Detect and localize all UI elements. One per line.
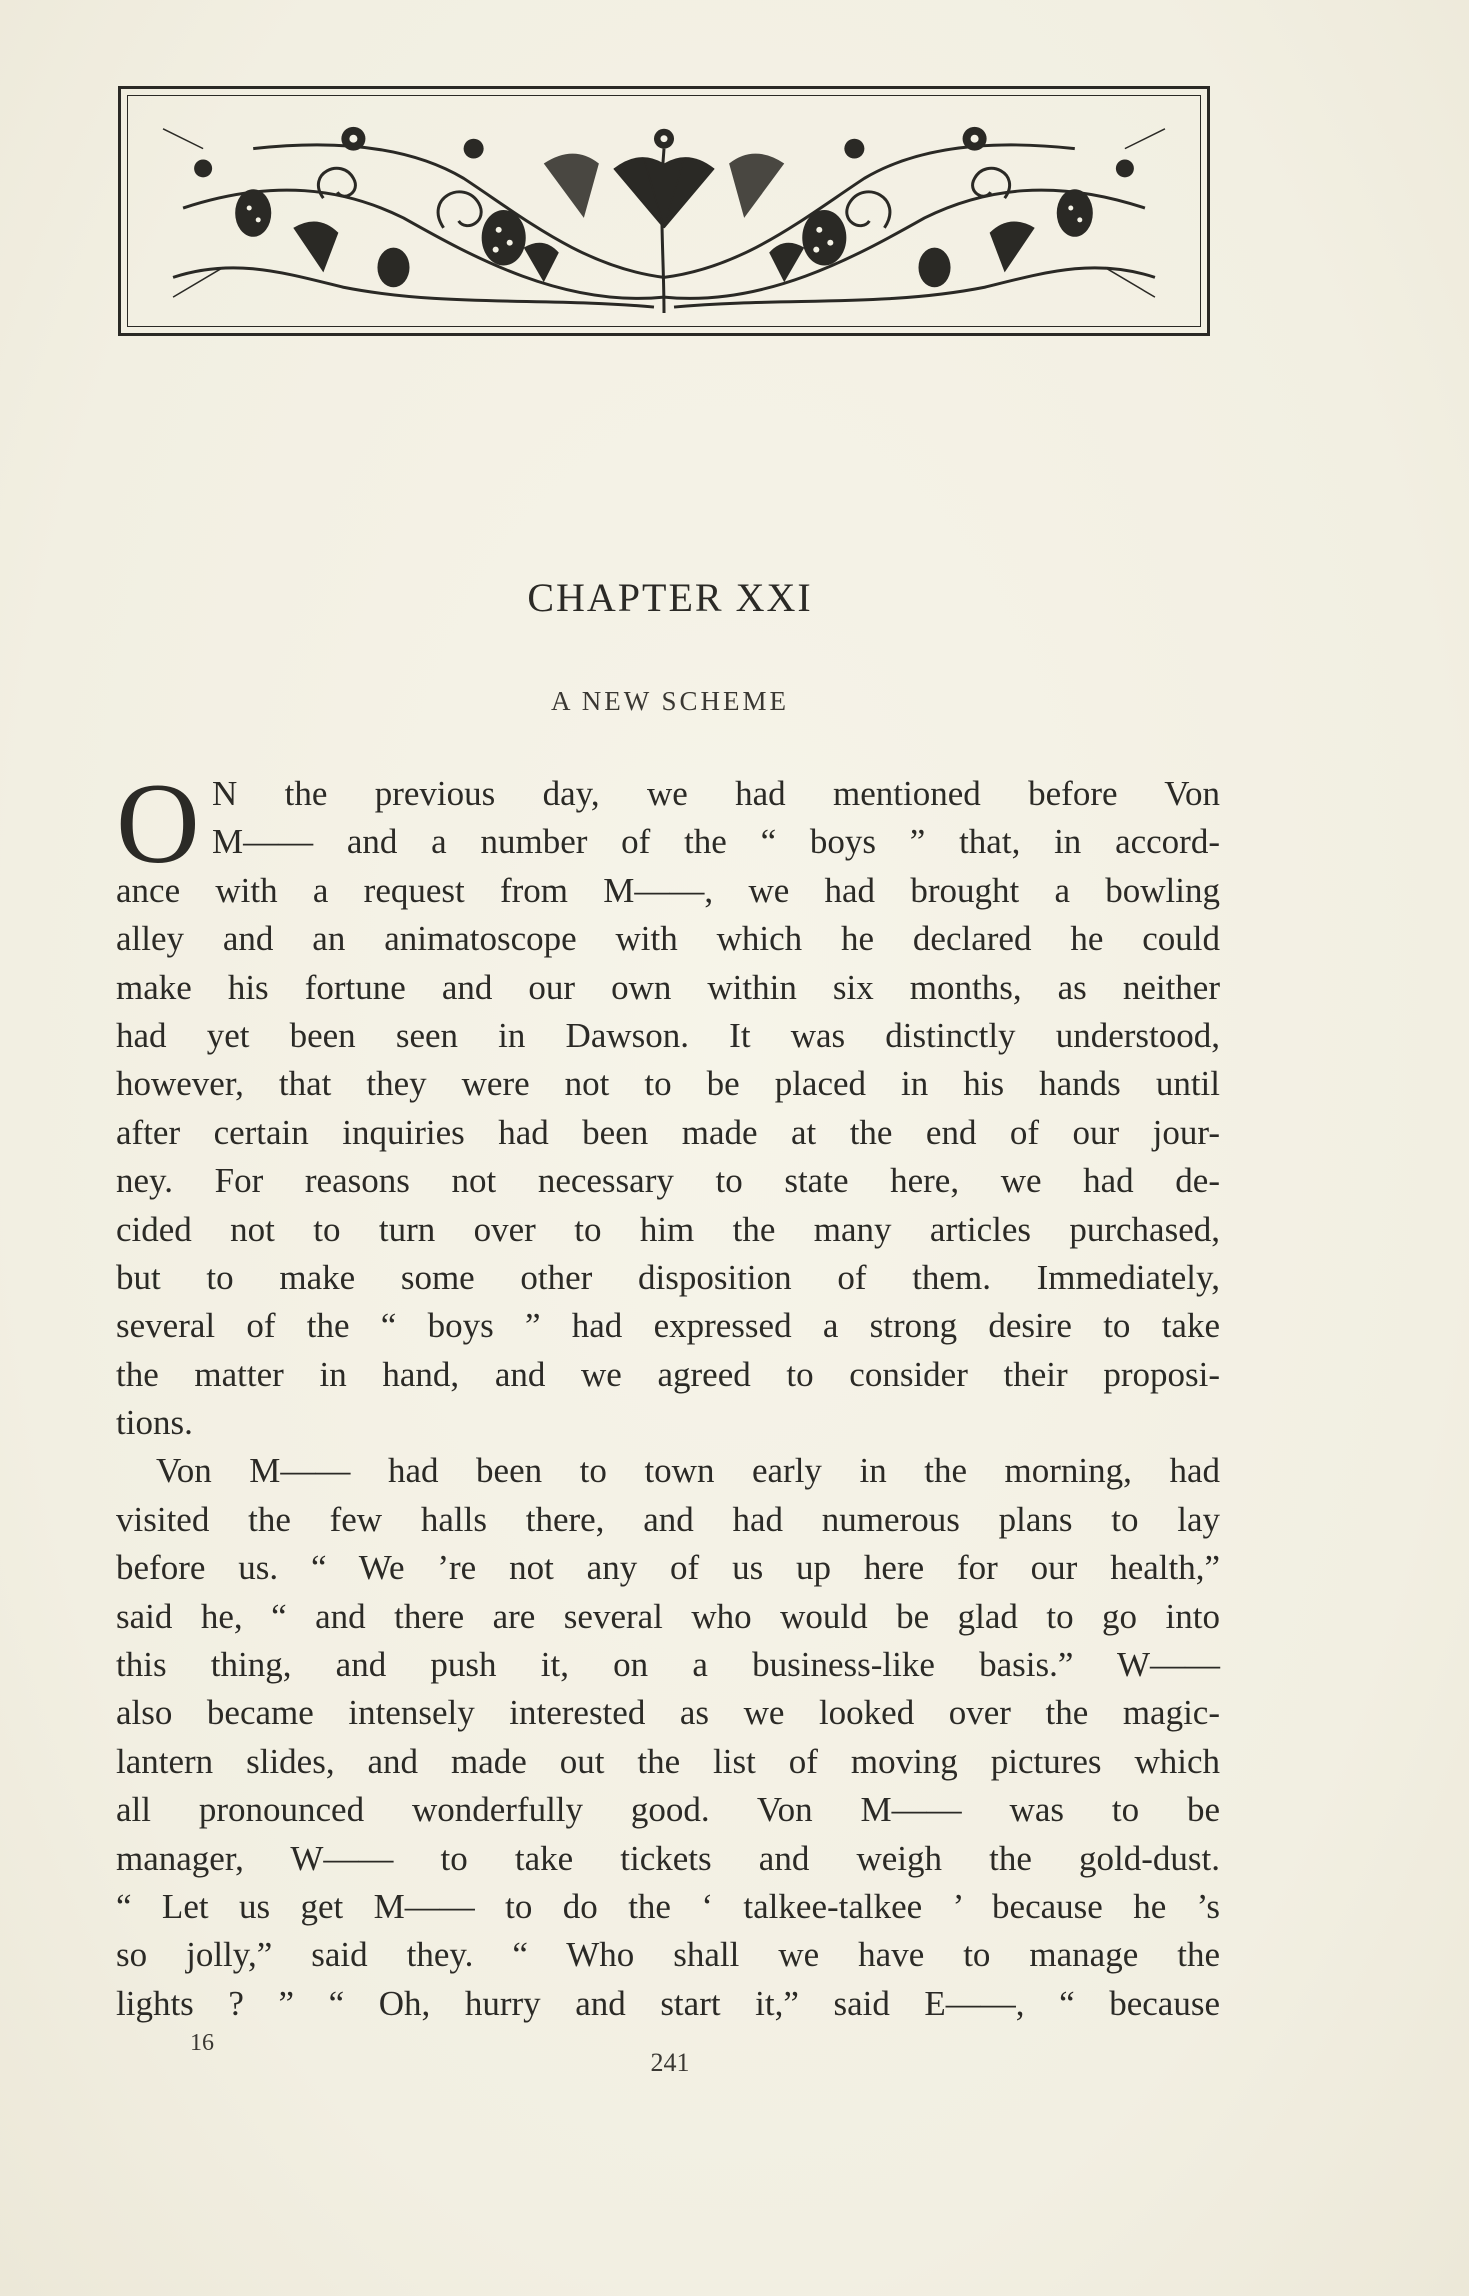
text-line: all pronounced wonderfully good. Von M—— was to be	[116, 1790, 1220, 1830]
text-line: tions.	[116, 1403, 193, 1443]
ornamental-header-frame	[118, 86, 1210, 336]
text-line: this thing, and push it, on a business-like basis.” W——	[116, 1645, 1220, 1685]
text-line: said he, “ and there are several who would be glad to go into	[116, 1596, 1220, 1636]
text-line: ney. For reasons not necessary to state here, we had de-	[116, 1161, 1220, 1201]
text-line: visited the few halls there, and had numerous plans to lay	[116, 1499, 1220, 1539]
chapter-title: CHAPTER XXI	[527, 575, 813, 620]
text-line: but to make some other disposition of them. Immediately,	[116, 1257, 1220, 1297]
text-line: make his fortune and our own within six months, as neither	[116, 967, 1220, 1007]
text-line: ance with a request from M——, we had brought a bowling	[116, 870, 1220, 910]
drop-cap-letter: O	[116, 760, 200, 888]
signature-mark: 16	[190, 2030, 214, 2056]
text-line: alley and an animatoscope with which he declared he could	[116, 919, 1220, 959]
floral-ornament-icon	[143, 109, 1185, 313]
text-line: “ Let us get M—— to do the ‘ talkee-talkee ’ because he ’s	[116, 1886, 1220, 1926]
text-line: also became intensely interested as we looked over the magic-	[116, 1693, 1220, 1733]
text-line: after certain inquiries had been made at the end of our jour-	[116, 1112, 1220, 1152]
text-line: manager, W—— to take tickets and weigh the gold-dust.	[116, 1838, 1220, 1878]
text-line: several of the “ boys ” had expressed a strong desire to take	[116, 1306, 1220, 1346]
chapter-subtitle: A NEW SCHEME	[550, 686, 789, 716]
text-line: lights ? ” “ Oh, hurry and start it,” said E——, “ because	[116, 1983, 1220, 2023]
text-line: N the previous day, we had mentioned before Von	[212, 774, 1220, 813]
text-line: Von M—— had been to town early in the morning, had	[156, 1451, 1220, 1491]
text-line: so jolly,” said they. “ Who shall we have to manage the	[116, 1935, 1220, 1975]
text-line: had yet been seen in Dawson. It was distinctly understood,	[116, 1015, 1220, 1055]
text-line: however, that they were not to be placed in his hands until	[116, 1064, 1220, 1104]
text-line: cided not to turn over to him the many articles purchased,	[116, 1209, 1220, 1249]
chapter-body-text	[116, 760, 1220, 2028]
text-line: the matter in hand, and we agreed to consider their proposi-	[116, 1354, 1220, 1394]
page-number: 241	[650, 2048, 690, 2077]
text-line: before us. “ We ’re not any of us up here for our health,”	[116, 1548, 1220, 1588]
floral-ornament-illustration	[143, 109, 1185, 313]
text-line: lantern slides, and made out the list of moving pictures which	[116, 1741, 1220, 1781]
text-line: M—— and a number of the “ boys ” that, in accord-	[212, 822, 1220, 862]
